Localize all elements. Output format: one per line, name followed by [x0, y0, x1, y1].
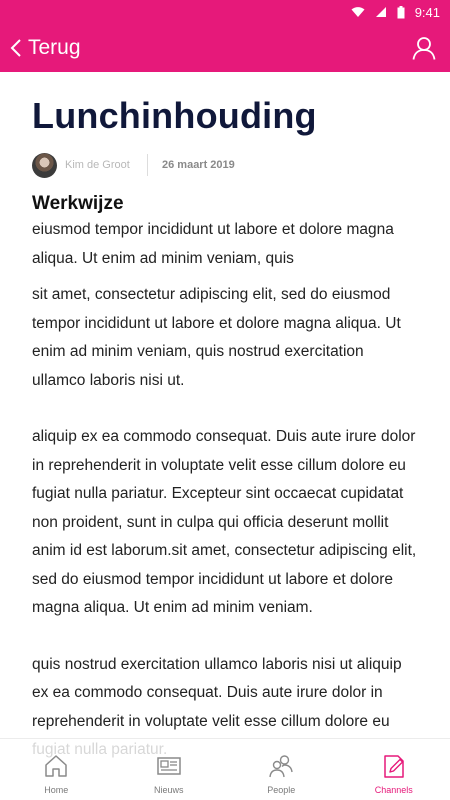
paragraph-1: eiusmod tempor incididunt ut labore et dolore magna aliqua. Ut enim ad minim veniam, quis	[32, 221, 394, 267]
profile-icon[interactable]	[412, 36, 436, 60]
section-heading: Werkwijze	[32, 193, 124, 214]
newspaper-icon	[156, 753, 182, 779]
status-bar	[0, 0, 450, 24]
channels-icon	[381, 753, 407, 779]
paragraph-4: quis nostrud exercitation ullamco laboris nisi ut aliquip ex ea commodo consequat. Duis aute irure dolor in reprehenderit in voluptate velit esse cillum dolore eu	[32, 655, 402, 730]
author-name: Kim de Groot	[65, 159, 130, 171]
article-content[interactable]	[0, 72, 450, 738]
paragraph-3: aliquip ex ea commodo consequat. Duis aute irure dolor in reprehenderit in voluptate velit esse cillum dolore eu fugiat nulla pariatur. Excepteur sint occaecat cupidatat non proident, sunt in culpa qui officia deserunt mollit anim id est laborum.sit amet, consectetur adipiscing elit, sed do eiusmod tempor incididunt ut labore et dolore magna aliqua. Ut enim ad minim veniam.	[32, 428, 417, 616]
status-time: 9:41	[414, 4, 440, 20]
nav-item-people[interactable]	[225, 739, 338, 800]
battery-icon	[397, 6, 405, 19]
back-button[interactable]	[0, 24, 81, 72]
nav-item-channels[interactable]	[338, 739, 450, 800]
nav-label-people: People	[267, 785, 296, 795]
nav-item-home[interactable]	[0, 739, 113, 800]
publish-date: 26 maart 2019	[162, 159, 235, 171]
paragraph-2: sit amet, consectetur adipiscing elit, sed do eiusmod tempor incididunt ut labore et dolore magna aliqua. Ut enim ad minim veniam, quis nostrud exercitation ullamco laboris nisi ut.	[32, 286, 401, 389]
chevron-left-icon	[10, 38, 22, 58]
back-label: Terug	[28, 36, 81, 59]
article-meta	[32, 152, 418, 178]
nav-item-nieuws[interactable]	[113, 739, 226, 800]
home-icon	[43, 753, 69, 779]
nav-label-nieuws: Nieuws	[153, 785, 184, 795]
signal-icon	[375, 6, 387, 18]
app-bar	[0, 24, 450, 72]
avatar	[32, 153, 57, 178]
nav-label-home: Home	[44, 785, 69, 795]
bottom-navigation	[0, 738, 450, 800]
wifi-icon	[351, 6, 365, 18]
people-icon	[268, 753, 294, 779]
article-title: Lunchinhouding	[32, 95, 317, 136]
nav-label-channels: Channels	[374, 785, 413, 795]
meta-divider	[147, 154, 148, 176]
